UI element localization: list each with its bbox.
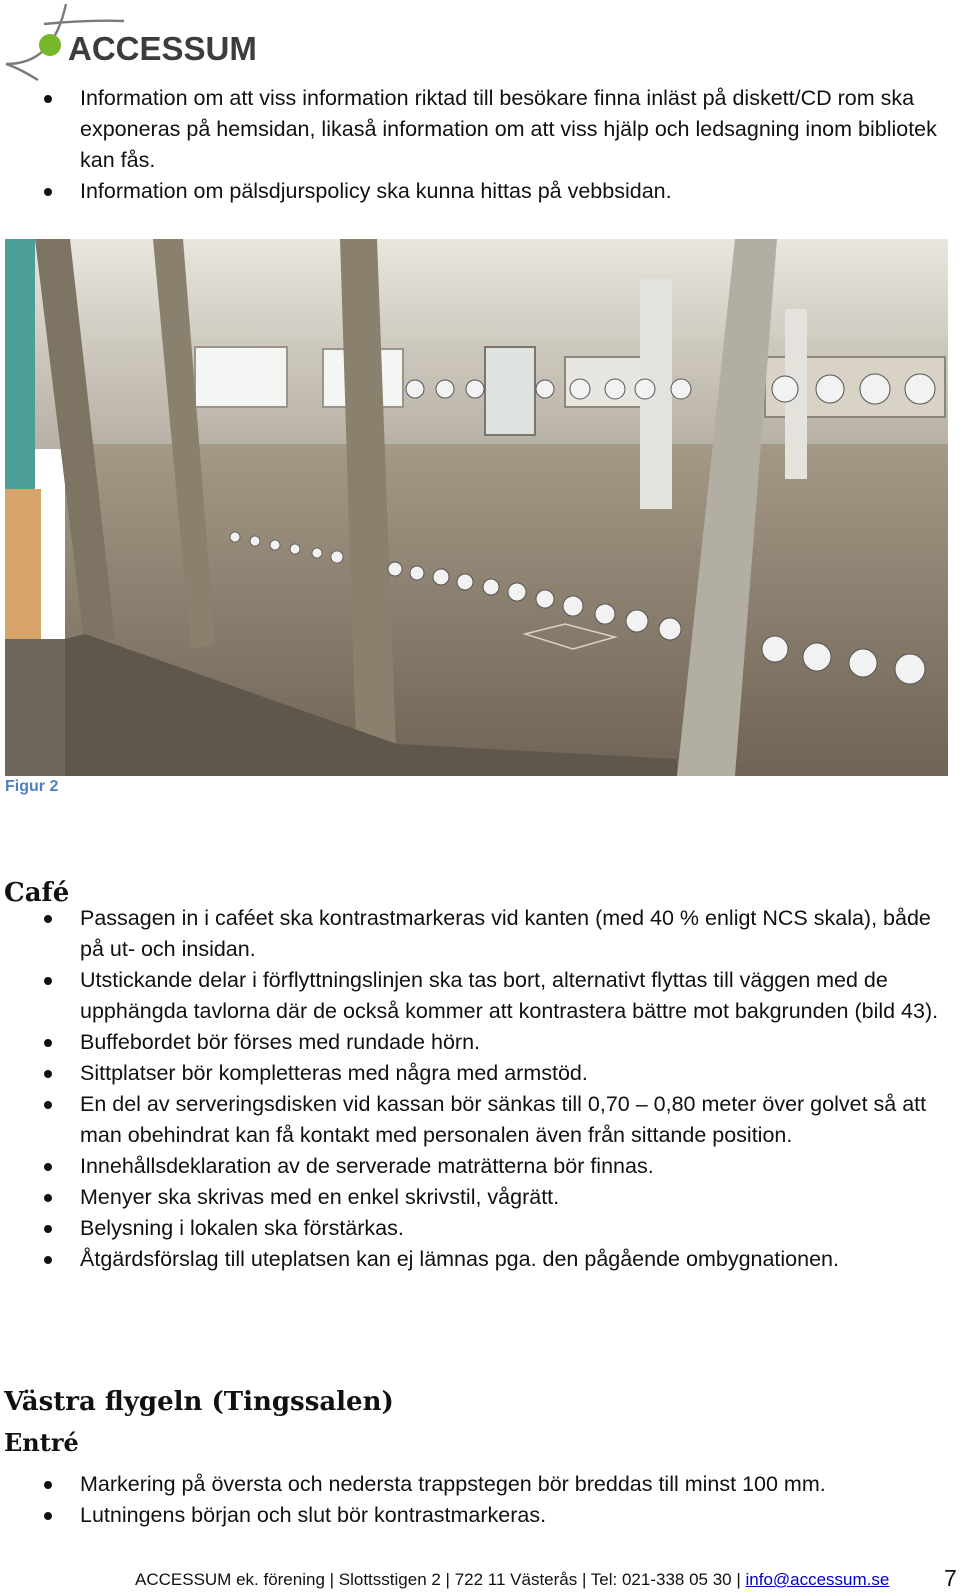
list-item: Buffebordet bör förses med rundade hörn.: [0, 1027, 960, 1058]
list-item: Sittplatser bör kompletteras med några med armstöd.: [0, 1058, 960, 1089]
cafe-bullet-list: [0, 903, 960, 1275]
page-number: 7: [944, 1565, 957, 1591]
figure-photo-glass-wall: [5, 239, 948, 776]
list-item: En del av serveringsdisken vid kassan bör sänkas till 0,70 – 0,80 meter över golvet så att man obehindrat kan få kontakt med personalen även från sittande position.: [0, 1089, 960, 1151]
section-heading-vastra-flygeln: Västra flygeln (Tingssalen): [4, 1387, 394, 1417]
list-item: Information om att viss information riktad till besökare finna inläst på diskett/CD rom ska exponeras på hemsidan, likaså information om att viss hjälp och ledsagning inom bibliotek kan fås.: [0, 83, 960, 176]
accessum-logo-mark: [4, 2, 274, 84]
list-item: Lutningens början och slut bör kontrastmarkeras.: [0, 1500, 960, 1531]
footer-email-link[interactable]: info@accessum.se: [745, 1570, 890, 1589]
accessum-logo: [4, 2, 274, 84]
intro-bullet-list: [0, 83, 960, 207]
subheading-entre: Entré: [4, 1428, 79, 1457]
list-item: Utstickande delar i förflyttningslinjen ska tas bort, alternativt flyttas till väggen med de upphängda tavlorna där de också kommer att kontrastera bättre mot bakgrunden (bild 43).: [0, 965, 960, 1027]
page-footer: [0, 1565, 960, 1596]
logo-text: ACCESSUM: [68, 30, 257, 67]
section-heading-cafe: Café: [4, 878, 70, 908]
photo-illustration: [5, 239, 948, 776]
list-item: Passagen in i caféet ska kontrastmarkeras vid kanten (med 40 % enligt NCS skala), både på ut- och insidan.: [0, 903, 960, 965]
list-item: Markering på översta och nedersta trappstegen bör breddas till minst 100 mm.: [0, 1469, 960, 1500]
list-item: Åtgärdsförslag till uteplatsen kan ej lämnas pga. den pågående ombygnationen.: [0, 1244, 960, 1275]
footer-text: ACCESSUM ek. förening | Slottsstigen 2 | 722 11 Västerås | Tel: 021-338 05 30 |: [135, 1570, 746, 1589]
entre-bullet-list: [0, 1469, 960, 1531]
footer-address: [135, 1570, 889, 1590]
list-item: Information om pälsdjurspolicy ska kunna hittas på vebbsidan.: [0, 176, 960, 207]
figure-caption: Figur 2: [5, 778, 59, 795]
list-item: Menyer ska skrivas med en enkel skrivstil, vågrätt.: [0, 1182, 960, 1213]
list-item: Innehållsdeklaration av de serverade maträtterna bör finnas.: [0, 1151, 960, 1182]
list-item: Belysning i lokalen ska förstärkas.: [0, 1213, 960, 1244]
